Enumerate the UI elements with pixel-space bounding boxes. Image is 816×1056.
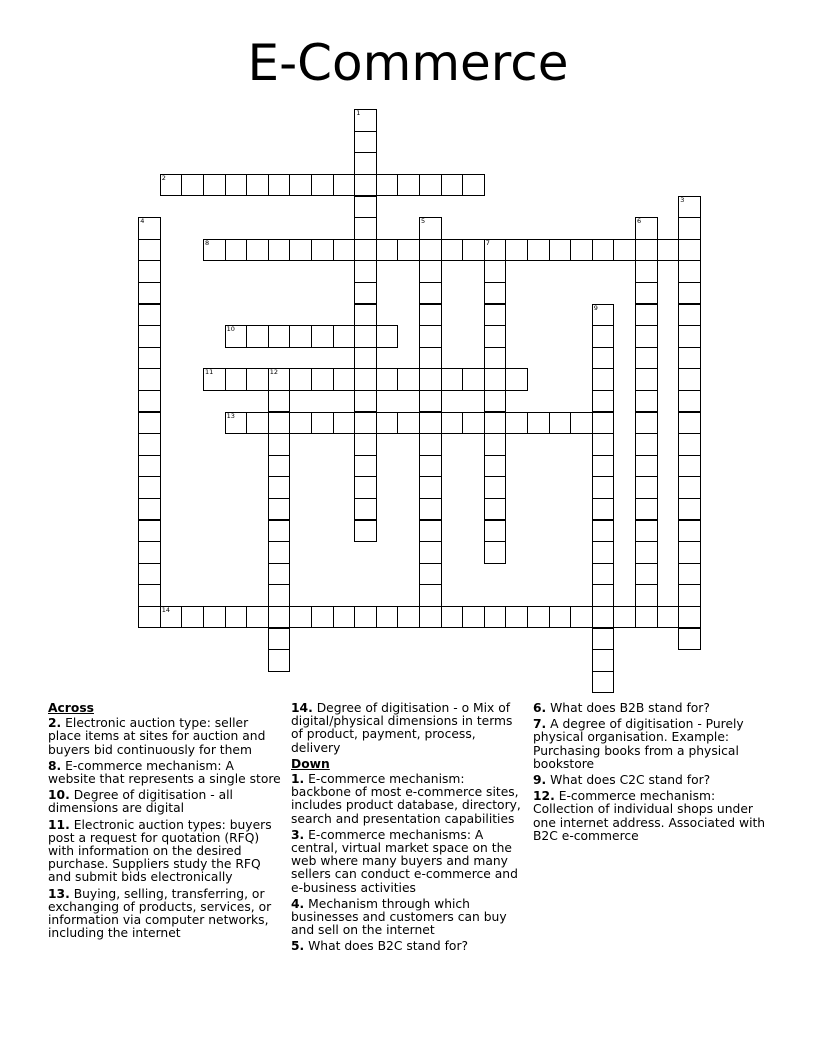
clue-item-text: Mechanism through which businesses and customers can buy and sell on the internet	[291, 896, 507, 938]
clue-item-text: Electronic auction types: buyers post a request for quotation (RFQ) with information on the desired purchase. Suppliers study the RFQ and submit bids electronically	[48, 817, 272, 885]
grid-cell[interactable]	[635, 390, 658, 413]
grid-cell[interactable]	[505, 606, 528, 629]
grid-cell[interactable]	[354, 498, 377, 521]
clue-item-number: 11.	[48, 817, 70, 832]
grid-cell[interactable]	[635, 368, 658, 391]
grid-cell[interactable]	[678, 239, 701, 262]
grid-cell[interactable]	[678, 606, 701, 629]
grid-cell[interactable]	[441, 412, 464, 435]
grid-cell[interactable]	[592, 304, 615, 327]
grid-cell[interactable]	[225, 239, 248, 262]
grid-cell[interactable]	[462, 606, 485, 629]
grid-cell[interactable]	[484, 325, 507, 348]
grid-cell[interactable]	[138, 541, 161, 564]
clue-item-number: 10.	[48, 788, 70, 803]
grid-cell[interactable]	[484, 347, 507, 370]
grid-cell[interactable]	[354, 109, 377, 132]
grid-cell[interactable]	[635, 541, 658, 564]
grid-cell[interactable]	[397, 174, 420, 197]
grid-cell[interactable]	[678, 304, 701, 327]
clue-number: 12	[269, 368, 279, 377]
grid-cell[interactable]	[354, 304, 377, 327]
clue-number: 2	[161, 173, 166, 182]
grid-cell[interactable]	[592, 628, 615, 651]
grid-cell[interactable]	[160, 174, 183, 197]
grid-cell[interactable]	[635, 304, 658, 327]
grid-cell[interactable]	[592, 347, 615, 370]
grid-cell[interactable]	[376, 368, 399, 391]
grid-cell[interactable]	[592, 649, 615, 672]
grid-cell[interactable]	[268, 390, 291, 413]
grid-cell[interactable]	[678, 563, 701, 586]
grid-cell[interactable]	[289, 174, 312, 197]
grid-cell[interactable]	[635, 606, 658, 629]
clue-number: 10	[226, 325, 235, 334]
clue-item-number: 6.	[533, 701, 547, 715]
clue-item-text: A degree of digitisation - Purely physical organisation. Example: Purchasing books from a physical bookstore	[533, 717, 744, 771]
grid-cell[interactable]	[484, 476, 507, 499]
grid-cell[interactable]	[419, 563, 442, 586]
grid-cell[interactable]	[484, 498, 507, 521]
grid-cell[interactable]	[484, 260, 507, 283]
grid-cell[interactable]	[419, 217, 442, 240]
clue-number: 4	[140, 217, 145, 226]
grid-cell[interactable]	[419, 325, 442, 348]
grid-cell[interactable]	[462, 412, 485, 435]
clue-item-text: Degree of digitisation - all dimensions are digital	[48, 788, 233, 816]
grid-cell[interactable]	[138, 498, 161, 521]
grid-cell[interactable]	[225, 412, 248, 435]
grid-cell[interactable]	[246, 606, 269, 629]
grid-cell[interactable]	[419, 520, 442, 543]
grid-cell[interactable]	[181, 174, 204, 197]
grid-cell[interactable]	[549, 606, 572, 629]
grid-cell[interactable]	[289, 368, 312, 391]
clue-item	[291, 940, 526, 953]
grid-cell[interactable]	[484, 606, 507, 629]
grid-cell[interactable]	[354, 347, 377, 370]
grid-cell[interactable]	[484, 239, 507, 262]
clue-item-text: E-commerce mechanisms: A central, virtual market space on the web where many buyers and many sellers can conduct e-commerce and e-business activities	[291, 827, 518, 895]
clue-item-number: 13.	[48, 886, 70, 901]
grid-cell[interactable]	[397, 368, 420, 391]
grid-cell[interactable]	[678, 217, 701, 240]
grid-cell[interactable]	[376, 606, 399, 629]
grid-cell[interactable]	[570, 412, 593, 435]
grid-cell[interactable]	[635, 412, 658, 435]
grid-cell[interactable]	[333, 325, 356, 348]
grid-cell[interactable]	[462, 239, 485, 262]
grid-cell[interactable]	[419, 390, 442, 413]
grid-cell[interactable]	[311, 368, 334, 391]
grid-cell[interactable]	[592, 498, 615, 521]
grid-cell[interactable]	[354, 174, 377, 197]
grid-cell[interactable]	[333, 606, 356, 629]
grid-cell[interactable]	[138, 325, 161, 348]
grid-cell[interactable]	[419, 606, 442, 629]
grid-cell[interactable]	[635, 239, 658, 262]
grid-cell[interactable]	[138, 347, 161, 370]
grid-cell[interactable]	[592, 368, 615, 391]
grid-cell[interactable]	[592, 584, 615, 607]
clue-item	[291, 773, 526, 826]
grid-cell[interactable]	[268, 174, 291, 197]
clue-item	[48, 888, 283, 941]
grid-cell[interactable]	[678, 325, 701, 348]
grid-cell[interactable]	[311, 239, 334, 262]
grid-cell[interactable]	[678, 347, 701, 370]
grid-cell[interactable]	[678, 476, 701, 499]
grid-cell[interactable]	[592, 325, 615, 348]
grid-cell[interactable]	[268, 325, 291, 348]
grid-cell[interactable]	[397, 239, 420, 262]
grid-cell[interactable]	[505, 368, 528, 391]
grid-cell[interactable]	[613, 606, 636, 629]
grid-cell[interactable]	[613, 239, 636, 262]
grid-cell[interactable]	[678, 628, 701, 651]
grid-cell[interactable]	[484, 520, 507, 543]
grid-cell[interactable]	[268, 649, 291, 672]
grid-cell[interactable]	[635, 347, 658, 370]
grid-cell[interactable]	[333, 368, 356, 391]
grid-cell[interactable]	[246, 174, 269, 197]
grid-cell[interactable]	[138, 304, 161, 327]
grid-cell[interactable]	[354, 325, 377, 348]
grid-cell[interactable]	[419, 584, 442, 607]
clue-item-text: What does B2C stand for?	[304, 939, 469, 954]
grid-cell[interactable]	[268, 606, 291, 629]
across-heading: Across	[48, 701, 94, 715]
grid-cell[interactable]	[635, 520, 658, 543]
clue-item	[48, 717, 283, 757]
grid-cell[interactable]	[484, 304, 507, 327]
clue-number: 11	[205, 368, 214, 377]
grid-cell[interactable]	[138, 433, 161, 456]
grid-cell[interactable]	[592, 606, 615, 629]
grid-cell[interactable]	[441, 239, 464, 262]
grid-cell[interactable]	[462, 368, 485, 391]
grid-cell[interactable]	[419, 541, 442, 564]
grid-cell[interactable]	[203, 606, 226, 629]
grid-cell[interactable]	[268, 433, 291, 456]
grid-cell[interactable]	[354, 282, 377, 305]
grid-cell[interactable]	[138, 455, 161, 478]
grid-cell[interactable]	[203, 239, 226, 262]
grid-cell[interactable]	[354, 412, 377, 435]
clue-column-2	[291, 702, 526, 957]
grid-cell[interactable]	[311, 412, 334, 435]
clue-item-number: 5.	[291, 939, 305, 954]
grid-cell[interactable]	[635, 498, 658, 521]
grid-cell[interactable]	[289, 412, 312, 435]
grid-cell[interactable]	[246, 239, 269, 262]
clue-column-3	[533, 702, 768, 846]
grid-cell[interactable]	[203, 368, 226, 391]
grid-cell[interactable]	[138, 390, 161, 413]
grid-cell[interactable]	[462, 174, 485, 197]
grid-cell[interactable]	[678, 541, 701, 564]
grid-cell[interactable]	[138, 368, 161, 391]
grid-cell[interactable]	[246, 325, 269, 348]
grid-cell[interactable]	[678, 282, 701, 305]
grid-cell[interactable]	[570, 239, 593, 262]
grid-cell[interactable]	[354, 390, 377, 413]
grid-cell[interactable]	[289, 325, 312, 348]
clue-item-text: E-commerce mechanism: Collection of individual shops under one internet address. Associated with B2C e-commerce	[533, 789, 766, 843]
grid-cell[interactable]	[527, 239, 550, 262]
clue-item-number: 4.	[291, 896, 305, 911]
grid-cell[interactable]	[138, 239, 161, 262]
grid-cell[interactable]	[138, 282, 161, 305]
grid-cell[interactable]	[441, 368, 464, 391]
down-heading: Down	[291, 756, 330, 771]
grid-cell[interactable]	[678, 412, 701, 435]
grid-cell[interactable]	[289, 606, 312, 629]
grid-cell[interactable]	[592, 563, 615, 586]
grid-cell[interactable]	[268, 563, 291, 586]
clue-item-number: 9.	[533, 773, 547, 788]
grid-cell[interactable]	[354, 131, 377, 154]
grid-cell[interactable]	[549, 412, 572, 435]
grid-cell[interactable]	[376, 412, 399, 435]
grid-cell[interactable]	[354, 606, 377, 629]
grid-cell[interactable]	[484, 455, 507, 478]
clue-item-text: Buying, selling, transferring, or exchanging of products, services, or information via computer networks, including the internet	[48, 886, 272, 941]
clue-item-number: 14.	[291, 701, 313, 715]
grid-cell[interactable]	[225, 174, 248, 197]
grid-cell[interactable]	[268, 412, 291, 435]
grid-cell[interactable]	[354, 433, 377, 456]
grid-cell[interactable]	[225, 368, 248, 391]
grid-cell[interactable]	[657, 606, 680, 629]
clue-item-number: 12.	[533, 789, 555, 804]
grid-cell[interactable]	[419, 455, 442, 478]
grid-cell[interactable]	[635, 325, 658, 348]
grid-cell[interactable]	[268, 476, 291, 499]
grid-cell[interactable]	[138, 520, 161, 543]
clue-number: 1	[356, 109, 361, 118]
grid-cell[interactable]	[246, 368, 269, 391]
grid-cell[interactable]	[441, 174, 464, 197]
grid-cell[interactable]	[268, 520, 291, 543]
grid-cell[interactable]	[592, 390, 615, 413]
grid-cell[interactable]	[203, 174, 226, 197]
grid-cell[interactable]	[354, 476, 377, 499]
grid-cell[interactable]	[311, 606, 334, 629]
grid-cell[interactable]	[635, 282, 658, 305]
grid-cell[interactable]	[484, 433, 507, 456]
grid-cell[interactable]	[419, 239, 442, 262]
grid-cell[interactable]	[376, 174, 399, 197]
grid-cell[interactable]	[549, 239, 572, 262]
grid-cell[interactable]	[419, 498, 442, 521]
clue-item	[533, 790, 768, 843]
grid-cell[interactable]	[268, 541, 291, 564]
clue-number: 6	[637, 217, 642, 226]
grid-cell[interactable]	[570, 606, 593, 629]
grid-cell[interactable]	[635, 260, 658, 283]
grid-cell[interactable]	[376, 325, 399, 348]
grid-cell[interactable]	[397, 606, 420, 629]
grid-cell[interactable]	[484, 368, 507, 391]
clue-item-number: 2.	[48, 716, 62, 731]
grid-cell[interactable]	[354, 152, 377, 175]
clue-item	[533, 702, 768, 715]
grid-cell[interactable]	[419, 368, 442, 391]
grid-cell[interactable]	[678, 368, 701, 391]
clue-number: 3	[680, 195, 685, 204]
grid-cell[interactable]	[441, 606, 464, 629]
grid-cell[interactable]	[592, 671, 615, 694]
clue-item-text: E-commerce mechanism: backbone of most e-commerce sites, includes product database, directory, search and presentation capabilities	[291, 772, 521, 826]
clue-item	[533, 718, 768, 771]
grid-cell[interactable]	[311, 325, 334, 348]
grid-cell[interactable]	[678, 584, 701, 607]
grid-cell[interactable]	[419, 476, 442, 499]
grid-cell[interactable]	[419, 282, 442, 305]
grid-cell[interactable]	[181, 606, 204, 629]
grid-cell[interactable]	[225, 606, 248, 629]
grid-cell[interactable]	[505, 412, 528, 435]
grid-cell[interactable]	[527, 606, 550, 629]
grid-cell[interactable]	[484, 282, 507, 305]
grid-cell[interactable]	[138, 476, 161, 499]
clue-item	[48, 789, 283, 815]
grid-cell[interactable]	[138, 412, 161, 435]
clue-item-number: 1.	[291, 772, 305, 787]
grid-cell[interactable]	[354, 520, 377, 543]
grid-cell[interactable]	[592, 412, 615, 435]
grid-cell[interactable]	[419, 347, 442, 370]
clue-item-number: 8.	[48, 758, 62, 773]
clue-item-number: 3.	[291, 827, 305, 842]
grid-cell[interactable]	[678, 390, 701, 413]
grid-cell[interactable]	[484, 412, 507, 435]
grid-cell[interactable]	[635, 217, 658, 240]
clue-item-text: E-commerce mechanism: A website that represents a single store	[48, 758, 281, 787]
grid-cell[interactable]	[268, 368, 291, 391]
grid-cell[interactable]	[376, 239, 399, 262]
grid-cell[interactable]	[268, 628, 291, 651]
clue-number: 9	[593, 303, 598, 312]
grid-cell[interactable]	[289, 239, 312, 262]
grid-cell[interactable]	[268, 239, 291, 262]
grid-cell[interactable]	[592, 433, 615, 456]
clue-number: 7	[485, 238, 490, 247]
clue-number: 14	[161, 605, 171, 614]
clue-column-1	[48, 702, 283, 943]
grid-cell[interactable]	[138, 563, 161, 586]
grid-cell[interactable]	[333, 239, 356, 262]
grid-cell[interactable]	[678, 498, 701, 521]
clue-number: 8	[205, 238, 210, 247]
grid-cell[interactable]	[484, 541, 507, 564]
clue-item	[48, 760, 283, 786]
grid-cell[interactable]	[354, 196, 377, 219]
grid-cell[interactable]	[592, 541, 615, 564]
grid-cell[interactable]	[246, 412, 269, 435]
grid-cell[interactable]	[333, 174, 356, 197]
grid-cell[interactable]	[678, 520, 701, 543]
grid-cell[interactable]	[225, 325, 248, 348]
grid-cell[interactable]	[354, 239, 377, 262]
clue-item-text: Degree of digitisation - o Mix of digital/physical dimensions in terms of product, payment, process, delivery	[291, 701, 513, 755]
grid-cell[interactable]	[268, 584, 291, 607]
puzzle-title: E-Commerce	[247, 34, 569, 92]
clue-item-text: What does C2C stand for?	[546, 773, 711, 788]
grid-cell[interactable]	[354, 217, 377, 240]
grid-cell[interactable]	[635, 476, 658, 499]
clue-item	[291, 898, 526, 938]
grid-cell[interactable]	[311, 174, 334, 197]
grid-cell[interactable]	[635, 433, 658, 456]
grid-cell[interactable]	[354, 455, 377, 478]
clue-item	[291, 829, 526, 895]
grid-cell[interactable]	[419, 304, 442, 327]
grid-cell[interactable]	[592, 239, 615, 262]
grid-cell[interactable]	[268, 498, 291, 521]
grid-cell[interactable]	[397, 412, 420, 435]
grid-cell[interactable]	[592, 455, 615, 478]
grid-cell[interactable]	[635, 584, 658, 607]
grid-cell[interactable]	[268, 455, 291, 478]
grid-cell[interactable]	[527, 412, 550, 435]
clue-item-text: What does B2B stand for?	[546, 701, 710, 715]
grid-cell[interactable]	[678, 260, 701, 283]
grid-cell[interactable]	[333, 412, 356, 435]
grid-cell[interactable]	[354, 368, 377, 391]
grid-cell[interactable]	[657, 239, 680, 262]
grid-cell[interactable]	[160, 606, 183, 629]
grid-cell[interactable]	[419, 260, 442, 283]
grid-cell[interactable]	[635, 455, 658, 478]
grid-cell[interactable]	[419, 412, 442, 435]
grid-cell[interactable]	[592, 476, 615, 499]
grid-cell[interactable]	[678, 196, 701, 219]
grid-cell[interactable]	[635, 563, 658, 586]
clue-item	[291, 702, 526, 755]
grid-cell[interactable]	[138, 584, 161, 607]
grid-cell[interactable]	[505, 239, 528, 262]
grid-cell[interactable]	[138, 260, 161, 283]
grid-cell[interactable]	[484, 390, 507, 413]
grid-cell[interactable]	[138, 606, 161, 629]
grid-cell[interactable]	[138, 217, 161, 240]
clue-item-number: 7.	[533, 717, 547, 732]
clue-item	[533, 774, 768, 787]
grid-cell[interactable]	[678, 455, 701, 478]
grid-cell[interactable]	[678, 433, 701, 456]
clue-item	[48, 819, 283, 885]
grid-cell[interactable]	[419, 174, 442, 197]
grid-cell[interactable]	[592, 520, 615, 543]
grid-cell[interactable]	[354, 260, 377, 283]
clue-number: 13	[226, 411, 235, 420]
clue-number: 5	[421, 217, 426, 226]
grid-cell[interactable]	[419, 433, 442, 456]
clue-item-text: Electronic auction type: seller place items at sites for auction and buyers bid continuously for them	[48, 716, 266, 757]
